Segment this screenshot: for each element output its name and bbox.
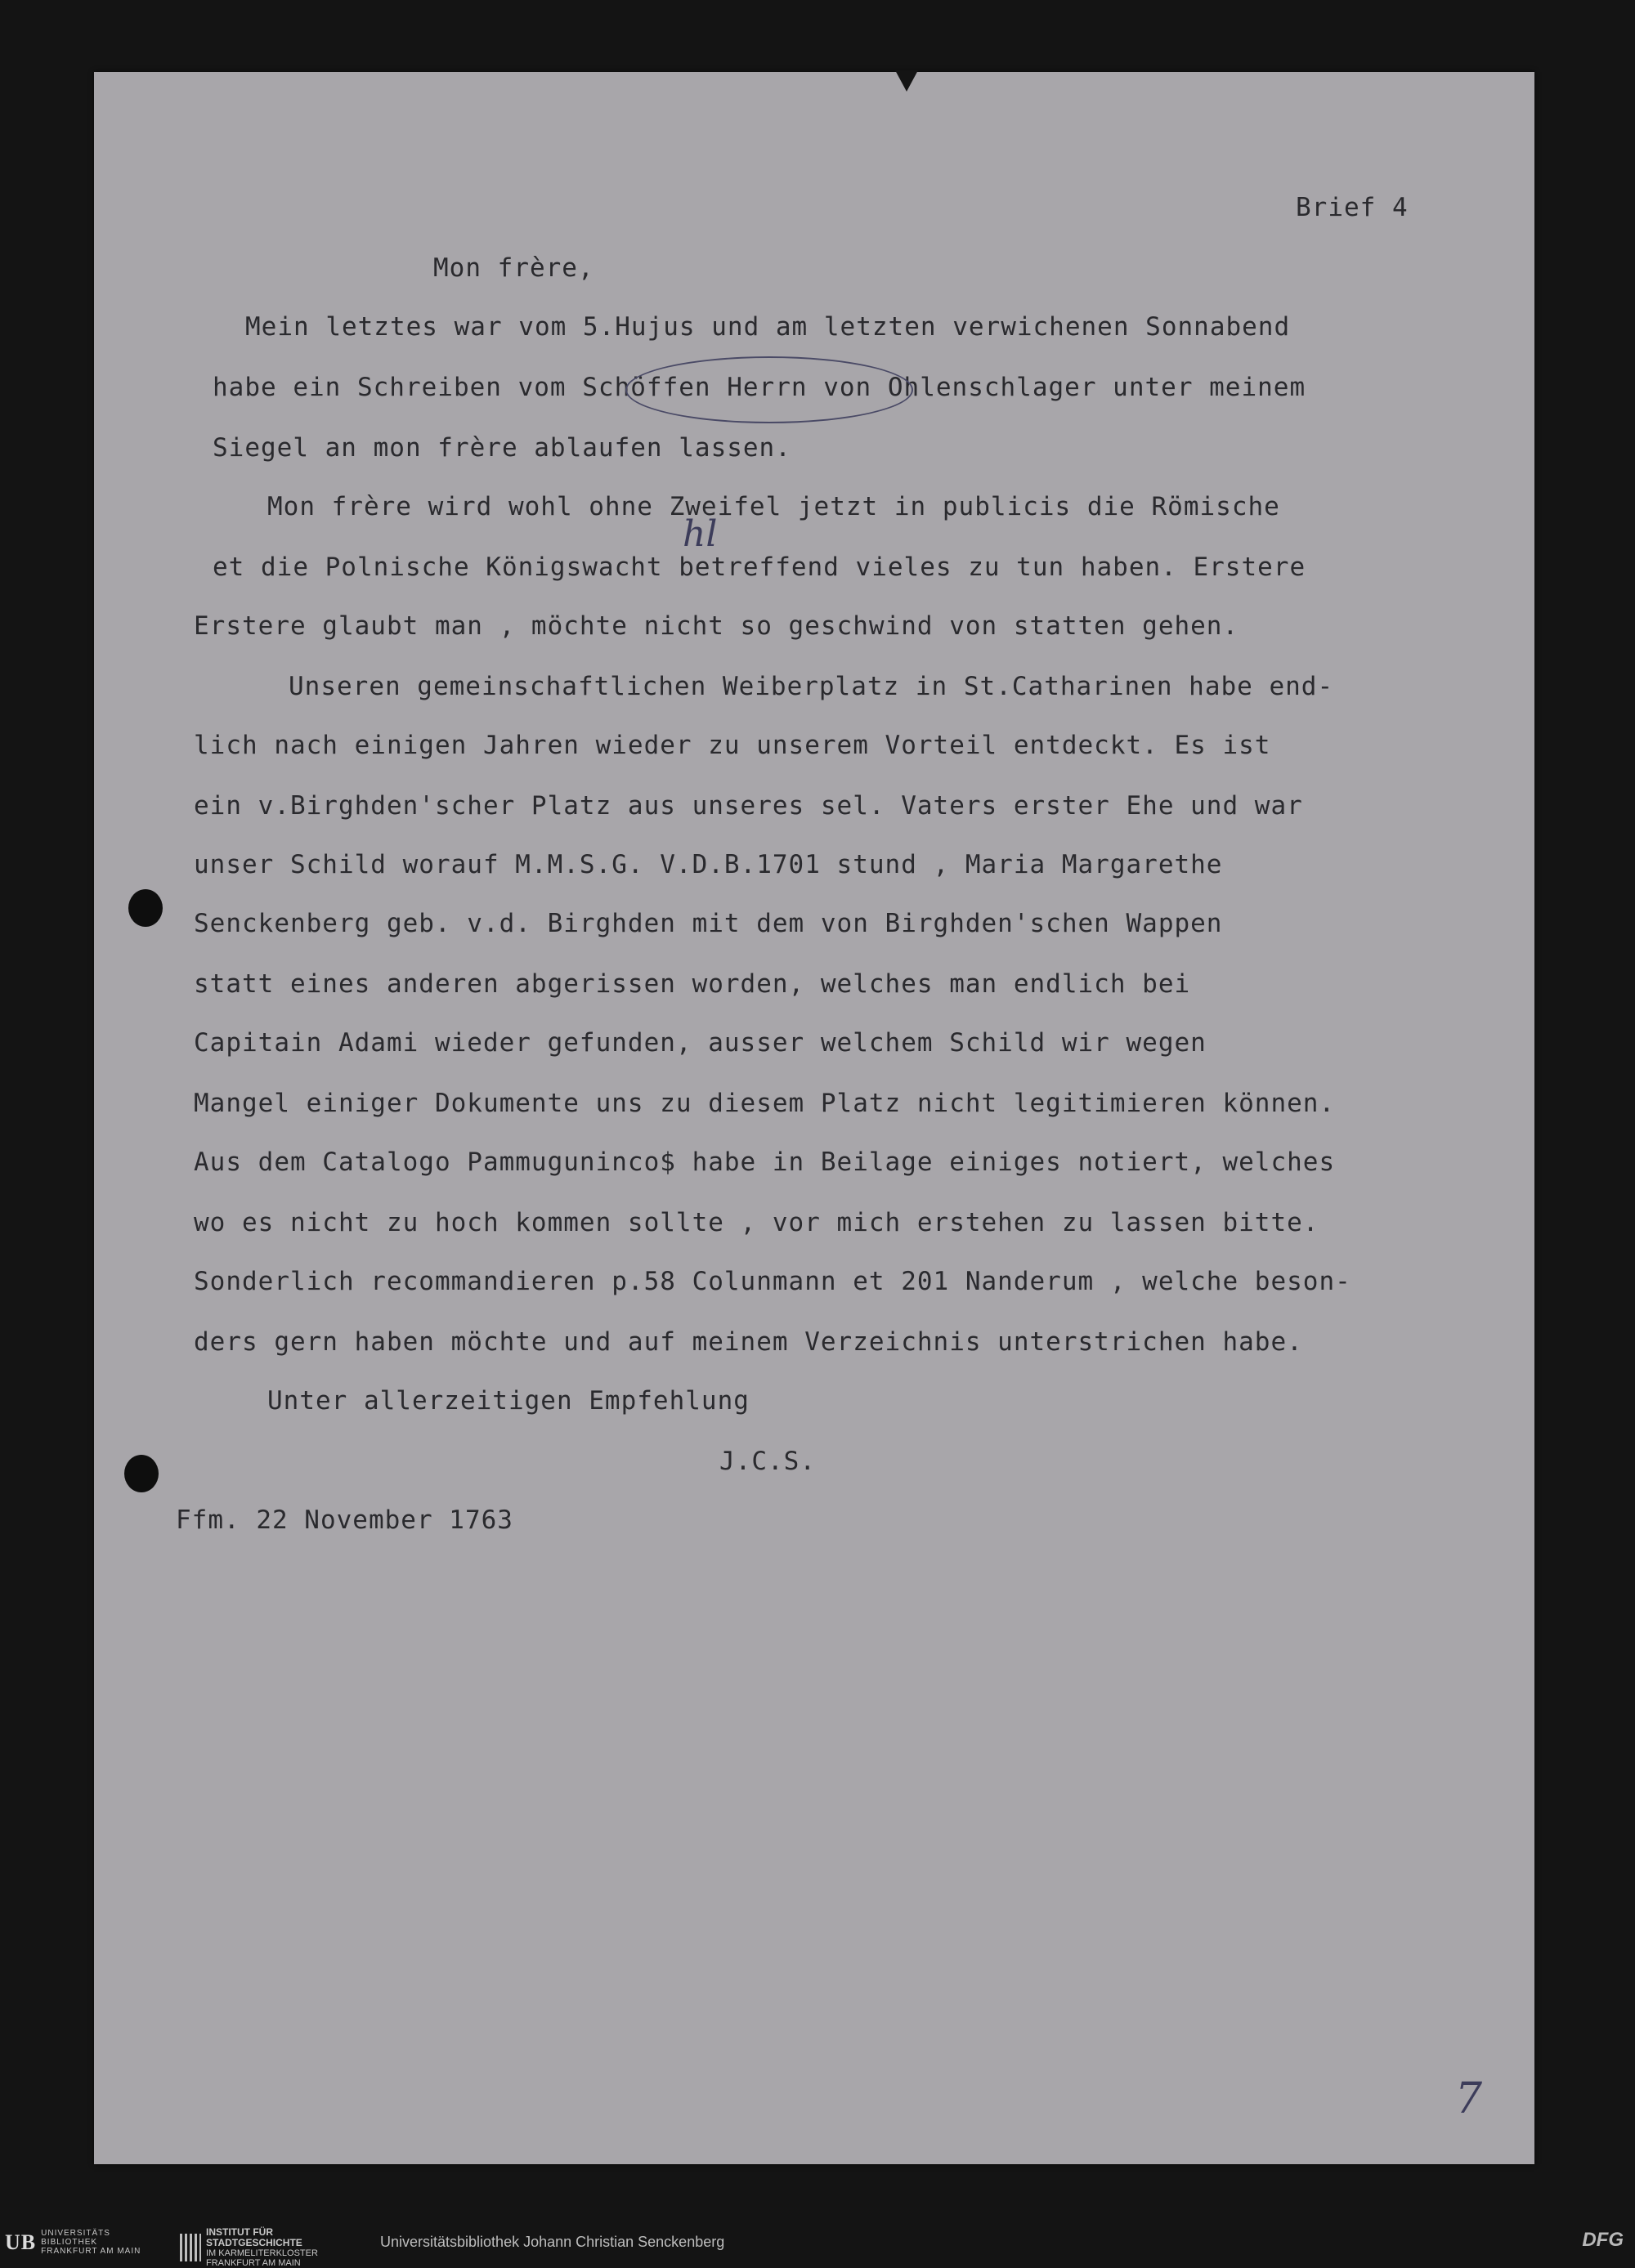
footer-bar [0,2211,1635,2268]
body-line: statt eines anderen abgerissen worden, welches man endlich bei [194,969,1191,999]
letter-header-label: Brief 4 [1296,193,1409,222]
institute-logo [180,2227,318,2268]
ub-logo [5,2229,141,2256]
inst-text-line: IM KARMELITERKLOSTER [206,2248,318,2258]
ub-logo-mark: UB [5,2230,37,2254]
ub-logo-text [41,2229,141,2256]
ub-text-line: UNIVERSITÄTS [41,2229,110,2238]
body-line: ders gern haben möchte und auf meinem Verzeichnis unterstrichen habe. [194,1327,1303,1357]
punch-hole [124,1455,159,1492]
library-name: Universitätsbibliothek Johann Christian Senckenberg [380,2234,725,2250]
inst-text-line: STADTGESCHICHTE [206,2237,302,2248]
punch-hole [128,889,163,927]
document-page [94,72,1534,2164]
body-line: Sonderlich recommandieren p.58 Colunmann et 201 Nanderum , welche beson- [194,1267,1351,1296]
body-line: habe ein Schreiben vom Schöffen Herrn von Ohlenschlager unter meinem [213,373,1306,402]
inst-text-line: INSTITUT FÜR [206,2226,273,2238]
body-line: et die Polnische Königswacht betreffend vieles zu tun haben. Erstere [213,552,1306,582]
body-line: Erstere glaubt man , möchte nicht so geschwind von statten gehen. [194,611,1239,641]
paper-notch [895,70,918,92]
institute-logo-icon [180,2234,201,2261]
page-number: 7 [1455,2074,1483,2123]
institute-logo-text [206,2227,318,2268]
body-line: Mein letztes war vom 5.Hujus und am letzten verwichenen Sonnabend [245,312,1291,342]
handwritten-correction: hl [683,513,718,555]
body-line: Aus dem Catalogo Pammuguninco$ habe in Beilage einiges notiert, welches [194,1147,1336,1177]
closing-line: Unter allerzeitigen Empfehlung [267,1386,750,1416]
place-date: Ffm. 22 November 1763 [176,1505,513,1535]
body-line: wo es nicht zu hoch kommen sollte , vor mich erstehen zu lassen bitte. [194,1208,1319,1237]
body-line: Capitain Adami wieder gefunden, ausser welchem Schild wir wegen [194,1028,1207,1058]
body-line: lich nach einigen Jahren wieder zu unserem Vorteil entdeckt. Es ist [194,731,1271,760]
signature: J.C.S. [719,1447,816,1476]
dfg-logo: DFG [1582,2229,1624,2251]
body-line: unser Schild worauf M.M.S.G. V.D.B.1701 stund , Maria Margarethe [194,850,1223,879]
salutation: Mon frère, [433,253,594,283]
body-line: Senckenberg geb. v.d. Birghden mit dem von Birghden'schen Wappen [194,909,1223,938]
ub-text-line: FRANKFURT AM MAIN [41,2247,141,2256]
handwritten-circle-mark [625,356,913,423]
body-line: Mangel einiger Dokumente uns zu diesem Platz nicht legitimieren können. [194,1089,1336,1118]
body-line: Mon frère wird wohl ohne Zweifel jetzt in publicis die Römische [267,492,1280,521]
body-line: Unseren gemeinschaftlichen Weiberplatz in St.Catharinen habe end- [289,672,1334,701]
ub-text-line: BIBLIOTHEK [41,2238,98,2247]
body-line: ein v.Birghden'scher Platz aus unseres sel. Vaters erster Ehe und war [194,791,1303,821]
body-line: Siegel an mon frère ablaufen lassen. [213,433,791,463]
inst-text-line: FRANKFURT AM MAIN [206,2258,301,2268]
